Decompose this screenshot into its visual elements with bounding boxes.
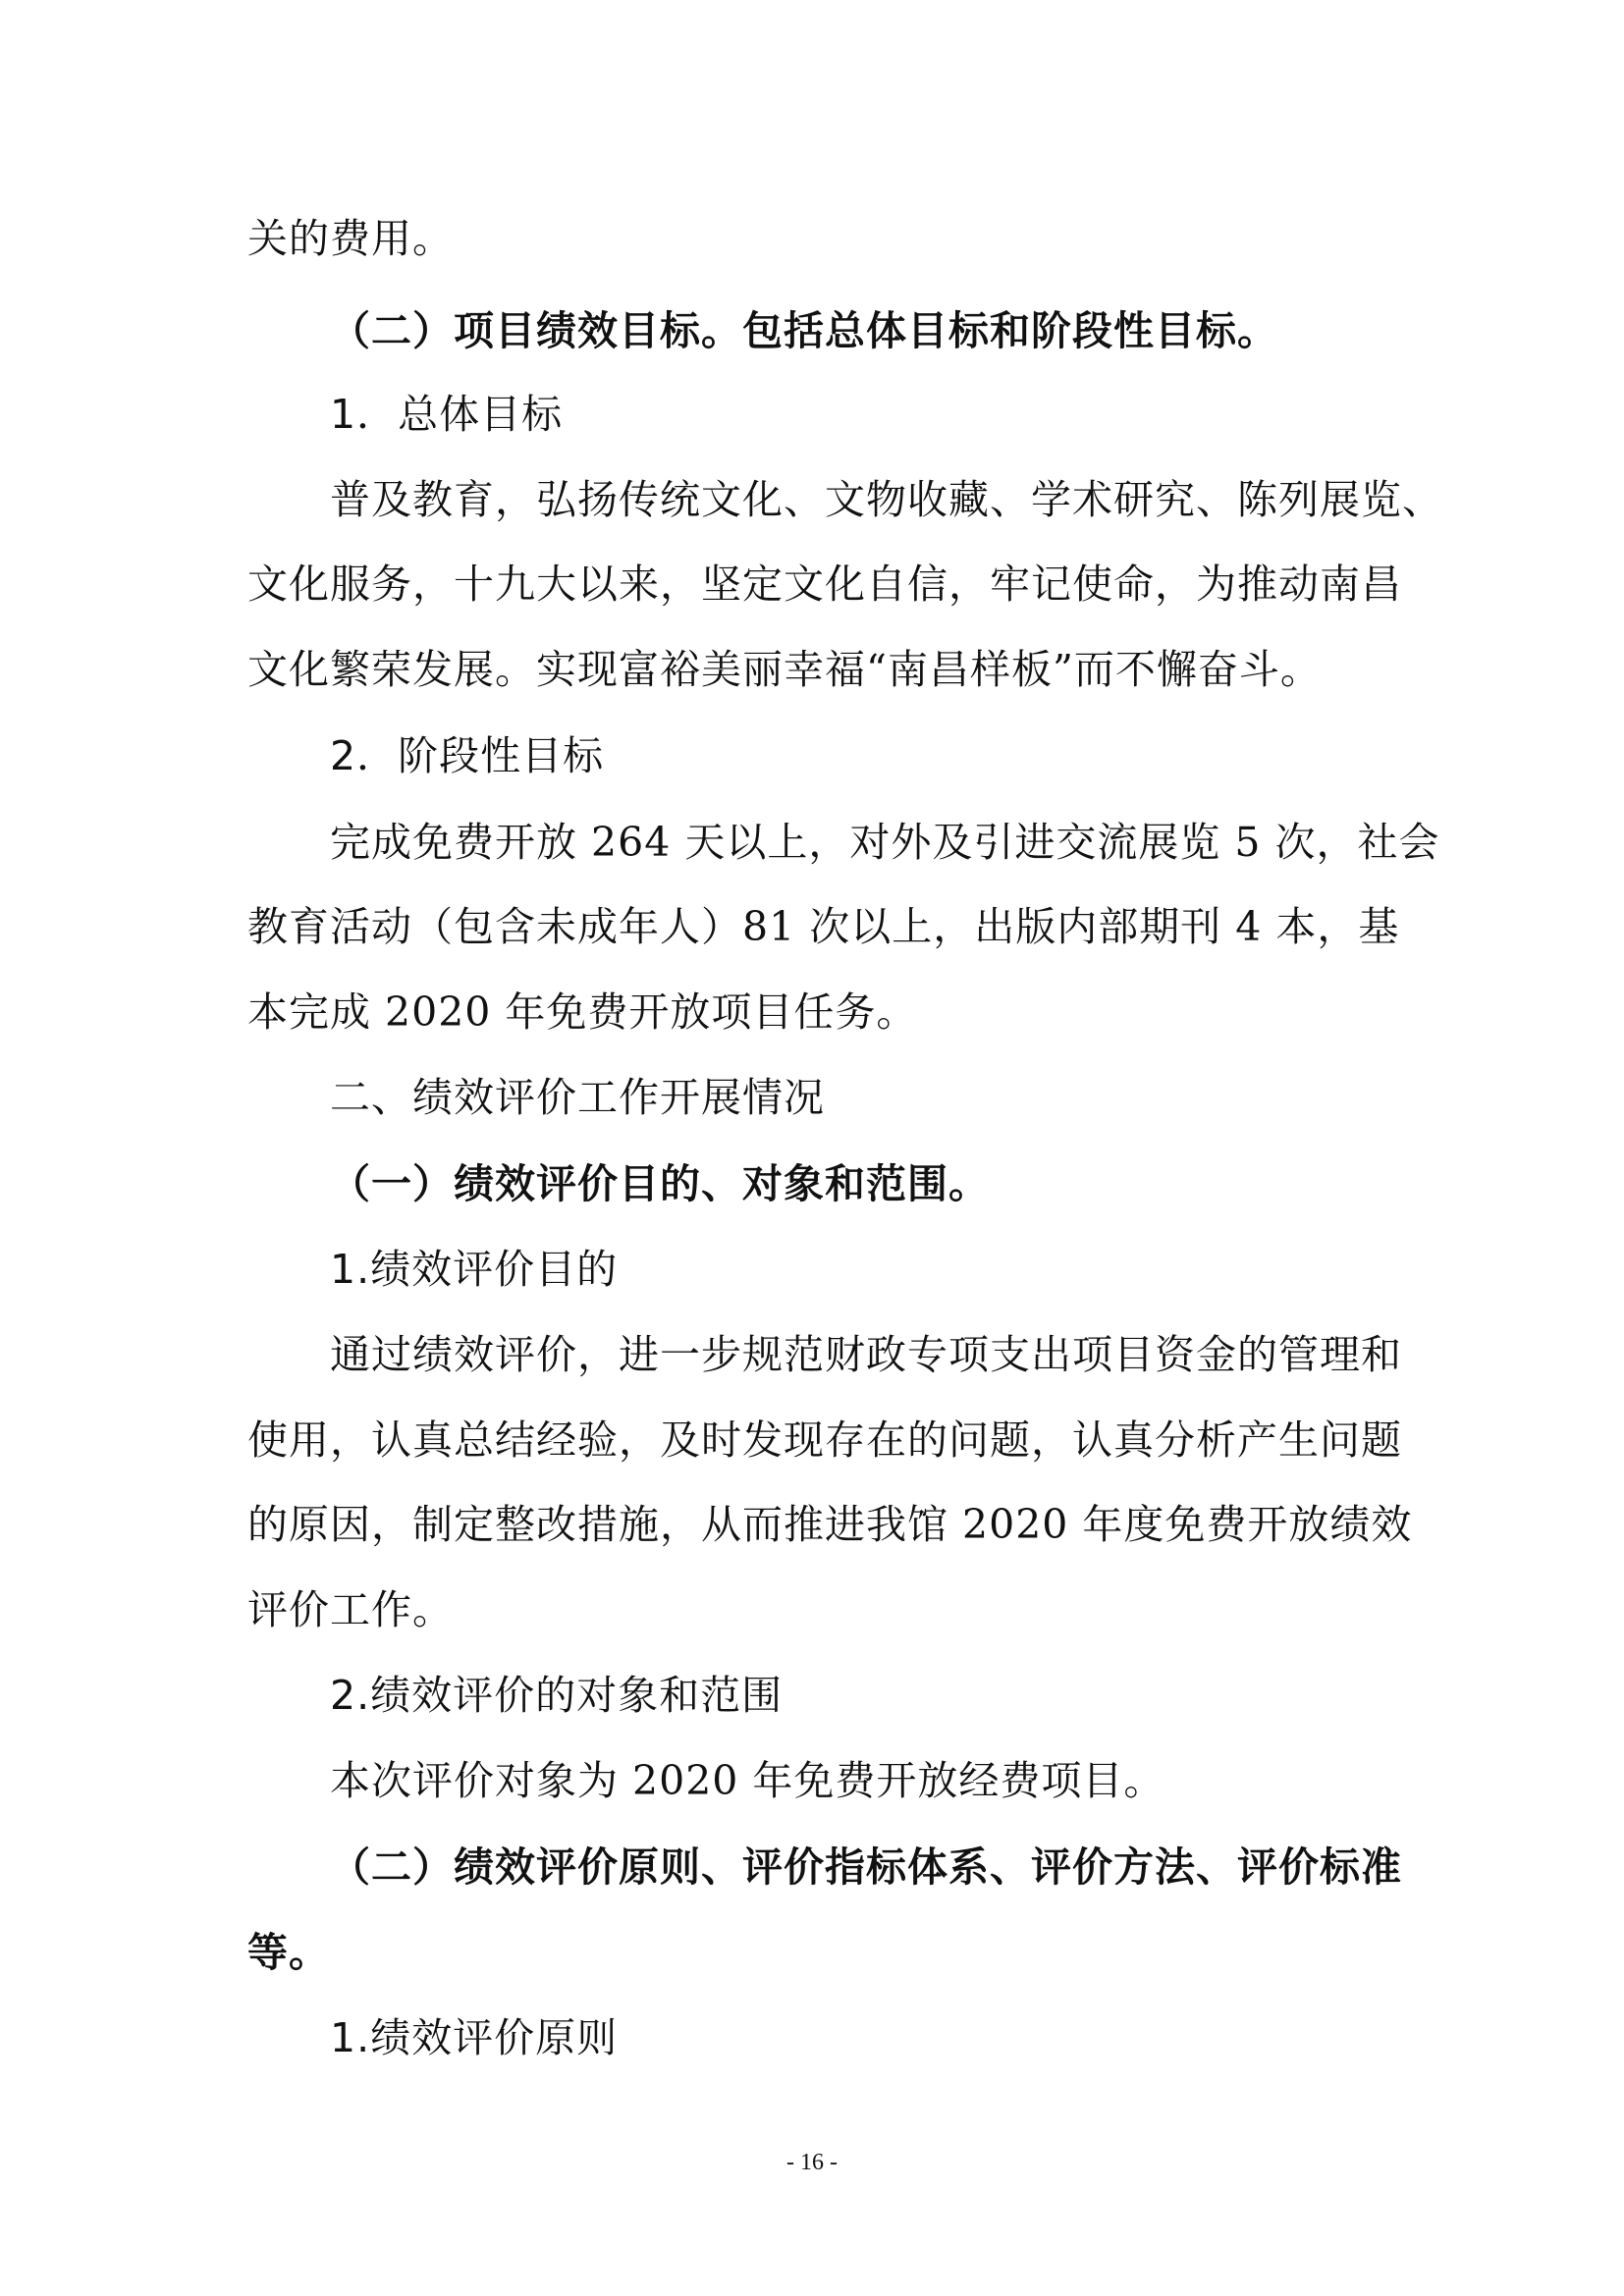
subsection-heading: 1.绩效评价目的 xyxy=(330,1246,619,1293)
paragraph-line: 教育活动（包含未成年人）81 次以上，出版内部期刊 4 本，基 xyxy=(247,903,1400,950)
page-number: - 16 - xyxy=(786,2150,838,2175)
section-heading: （二）项目绩效目标。包括总体目标和阶段性目标。 xyxy=(330,307,1278,354)
section-heading: （二）绩效评价原则、评价指标体系、评价方法、评价标准 xyxy=(330,1843,1402,1891)
paragraph-line: 关的费用。 xyxy=(247,215,454,262)
subsection-heading: 1.绩效评价原则 xyxy=(330,2014,619,2061)
paragraph-line: 使用，认真总结经验，及时发现存在的问题，认真分析产生问题 xyxy=(247,1416,1402,1464)
paragraph-line: 完成免费开放 264 天以上，对外及引进交流展览 5 次，社会 xyxy=(330,819,1440,866)
subsection-heading: 1．总体目标 xyxy=(330,391,564,438)
paragraph-line: 普及教育，弘扬传统文化、文物收藏、学术研究、陈列展览、 xyxy=(330,476,1443,523)
chapter-heading: 二、绩效评价工作开展情况 xyxy=(330,1074,825,1121)
paragraph-line: 文化繁荣发展。实现富裕美丽幸福“南昌样板”而不懈奋斗。 xyxy=(247,646,1322,693)
section-heading-continued: 等。 xyxy=(247,1929,330,1976)
paragraph-line: 通过绩效评价，进一步规范财政专项支出项目资金的管理和 xyxy=(330,1331,1402,1378)
subsection-heading: 2．阶段性目标 xyxy=(330,732,605,779)
paragraph-line: 的原因，制定整改措施，从而推进我馆 2020 年度免费开放绩效 xyxy=(247,1501,1413,1548)
section-heading: （一）绩效评价目的、对象和范围。 xyxy=(330,1160,990,1207)
paragraph-line: 本完成 2020 年免费开放项目任务。 xyxy=(247,988,918,1036)
paragraph-line: 评价工作。 xyxy=(247,1586,454,1633)
paragraph-line: 本次评价对象为 2020 年免费开放经费项目。 xyxy=(330,1757,1165,1804)
subsection-heading: 2.绩效评价的对象和范围 xyxy=(330,1672,784,1719)
paragraph-line: 文化服务，十九大以来，坚定文化自信，牢记使命，为推动南昌 xyxy=(247,561,1402,608)
